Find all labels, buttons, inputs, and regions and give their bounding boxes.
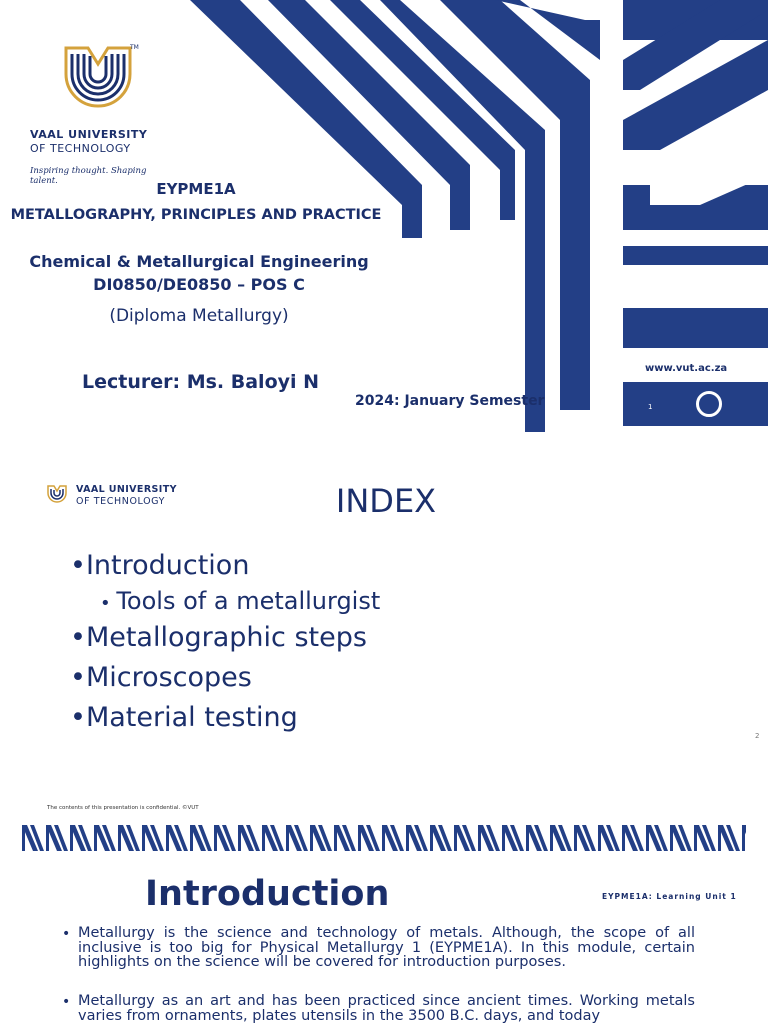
index-slide <box>0 432 768 822</box>
university-name-line1: VAAL UNIVERSITY <box>76 484 177 495</box>
vut-shield-icon <box>58 44 138 114</box>
vut-logo <box>30 44 170 186</box>
slide-number: 2 <box>755 732 760 740</box>
university-name-line2: OF TECHNOLOGY <box>30 142 131 155</box>
list-item: •Metallographic steps <box>70 622 367 653</box>
circle-icon <box>696 391 722 417</box>
list-item-sub: • Tools of a metallurgist <box>100 587 381 615</box>
paragraph: Metallurgy is the science and technology of metals. Although, the scope of all inclusive is too big for Physical Metallurgy 1 (EYPME1A). In this module, certain highlights on the science will be covered for introduction purposes. <box>78 925 695 970</box>
list-item: •Introduction <box>70 550 250 581</box>
bullet-dot: • <box>62 994 71 1010</box>
course-title: METALLOGRAPHY, PRINCIPLES AND PRACTICE <box>10 207 382 223</box>
department: Chemical & Metallurgical Engineering <box>29 252 369 271</box>
semester: 2024: January Semester <box>355 393 545 409</box>
slide-number: 1 <box>648 403 653 411</box>
introduction-slide <box>0 822 768 1024</box>
website-link[interactable]: www.vut.ac.za <box>645 363 728 374</box>
slide-title: Introduction <box>145 874 390 914</box>
trademark: TM <box>130 44 139 51</box>
decorative-zigzag-band <box>22 825 746 851</box>
index-title: INDEX <box>335 482 437 520</box>
university-name-line2: OF TECHNOLOGY <box>76 496 166 507</box>
lecturer: Lecturer: Ms. Baloyi N <box>82 371 320 393</box>
list-item: •Microscopes <box>70 662 252 693</box>
confidential-footer: The contents of this presentation is confidential. ©VUT <box>47 805 199 811</box>
unit-label: EYPME1A: Learning Unit 1 <box>602 892 737 901</box>
university-name-line1: VAAL UNIVERSITY <box>30 128 148 141</box>
bullet-dot: • <box>62 926 71 942</box>
course-code: EYPME1A <box>156 180 236 198</box>
diploma-label: (Diploma Metallurgy) <box>109 306 289 326</box>
title-slide <box>0 0 768 432</box>
paragraph: Metallurgy as an art and has been practiced since ancient times. Working metals varies from ornaments, plates utensils in the 3500 B.C. days, and today <box>78 993 695 1024</box>
program-code: DI0850/DE0850 – POS C <box>93 275 305 294</box>
tagline: Inspiring thought. Shaping talent. <box>30 166 147 186</box>
list-item: •Material testing <box>70 702 298 733</box>
